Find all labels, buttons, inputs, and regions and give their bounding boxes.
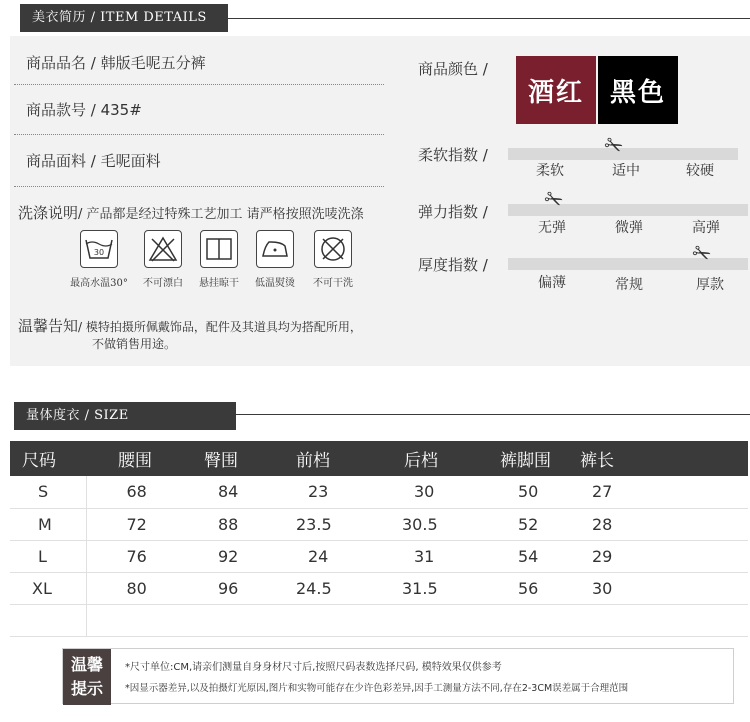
size-table-header-row [10,441,748,476]
table-cell: 88 [184,508,276,540]
tips-box [62,648,734,704]
scale-option: 无弹 [538,220,566,236]
scale-option: 柔软 [536,163,564,179]
notice-line-1: / 模特拍摄所佩戴饰品，配件及其道具均为搭配所用， [78,320,362,334]
product-style-number: 商品款号 / 435# [26,101,142,119]
table-cell: 29 [574,540,748,572]
low-iron-icon [256,230,294,268]
care-label: 不可干洗 [313,278,353,289]
table-cell: 30 [574,572,748,604]
notice-title: 温馨告知 [18,317,79,335]
table-cell: 54 [480,540,574,572]
size-cell: S [10,476,86,508]
table-cell: 68 [86,476,184,508]
thickness-label: 厚度指数 / [418,256,488,274]
column-header: 后档 [376,441,480,476]
table-cell: 31 [376,540,480,572]
wash-description: / 产品都是经过特殊工艺加工 请严格按照洗唛洗涤 [78,207,364,222]
softness-scale [508,148,738,160]
care-label: 最高水温30° [70,278,128,289]
table-cell: 24.5 [276,572,376,604]
table-cell [574,604,748,636]
scale-option: 厚款 [696,277,724,293]
table-cell: 28 [574,508,748,540]
divider [14,84,384,85]
table-cell: 76 [86,540,184,572]
table-row [10,508,748,540]
table-row [10,476,748,508]
hang-dry-icon [200,230,238,268]
scissors-icon: ✂ [539,185,567,216]
size-header-rule [236,414,750,415]
table-cell: 27 [574,476,748,508]
table-row [10,540,748,572]
scale-option: 适中 [612,163,640,179]
column-header: 腰围 [86,441,184,476]
elasticity-label: 弹力指数 / [418,203,488,221]
svg-text:30: 30 [93,248,105,257]
size-cell [10,604,86,636]
table-cell: 56 [480,572,574,604]
table-row [10,572,748,604]
tip-line-2: *因显示器差异,以及拍摄灯光原因,图片和实物可能存在少许色彩差异,因手工测量方法不同,存在2-3CM误差属于合理范围 [125,683,629,694]
softness-label: 柔软指数 / [418,146,488,164]
color-name: 酒红 [527,77,584,108]
no-dryclean-icon [314,230,352,268]
column-header: 裤脚围 [480,441,574,476]
size-table [10,441,748,637]
table-cell: 50 [480,476,574,508]
divider [14,134,384,135]
tips-badge-line-2: 提示 [70,679,103,698]
column-header: 臀围 [184,441,276,476]
color-swatch-wine-red [516,56,596,124]
table-cell: 23 [276,476,376,508]
table-cell [276,604,376,636]
wash-instructions [18,202,364,223]
table-cell: 31.5 [376,572,480,604]
scale-option: 偏薄 [538,275,566,291]
wash-title: 洗涤说明 [18,204,79,222]
size-cell: XL [10,572,86,604]
wash-30-icon [80,230,118,268]
item-details-title: 美衣简历 / ITEM DETAILS [32,10,207,25]
notice-line-2: 不做销售用途。 [92,337,177,351]
size-cell: L [10,540,86,572]
color-name: 黑色 [609,77,666,108]
care-label: 悬挂晾干 [199,278,239,289]
table-cell [86,604,184,636]
color-swatch-black [598,56,678,124]
table-cell [184,604,276,636]
scale-option: 微弹 [615,220,643,236]
table-row [10,604,748,636]
table-cell [376,604,480,636]
color-label: 商品颜色 / [418,60,488,78]
scale-option: 高弹 [692,220,720,236]
table-cell: 23.5 [276,508,376,540]
size-description-header [14,402,236,430]
tips-badge-line-1: 温馨 [70,655,103,674]
product-name: 商品品名 / 韩版毛呢五分裤 [26,54,206,72]
item-details-header-rule [228,18,750,19]
scale-option: 常规 [615,277,643,293]
product-fabric: 商品面料 / 毛呢面料 [26,152,161,170]
table-cell: 30 [376,476,480,508]
table-cell: 30.5 [376,508,480,540]
table-cell: 24 [276,540,376,572]
scale-option: 较硬 [686,163,714,179]
tip-line-1: *尺寸单位:CM,请亲们测量自身身材尺寸后,按照尺码表数选择尺码, 模特效果仅供参考 [125,662,502,673]
table-cell: 84 [184,476,276,508]
scissors-icon: ✂ [687,239,715,270]
table-cell: 80 [86,572,184,604]
tips-badge [63,649,111,705]
item-details-header [20,4,228,32]
column-header: 尺码 [10,441,86,476]
care-label: 不可漂白 [143,278,183,289]
column-header: 裤长 [574,441,748,476]
table-cell: 92 [184,540,276,572]
column-header: 前档 [276,441,376,476]
no-bleach-icon [144,230,182,268]
table-cell: 96 [184,572,276,604]
table-cell: 52 [480,508,574,540]
table-cell: 72 [86,508,184,540]
size-cell: M [10,508,86,540]
size-description-title: 量体度衣 / SIZE [26,408,129,423]
care-no-dryclean [298,230,368,289]
care-wash-30 [64,230,134,289]
thickness-scale [508,258,748,270]
care-label: 低温熨烫 [255,278,295,289]
divider [14,186,384,187]
notice [18,315,362,336]
scissors-icon: ✂ [599,131,627,162]
table-cell [480,604,574,636]
